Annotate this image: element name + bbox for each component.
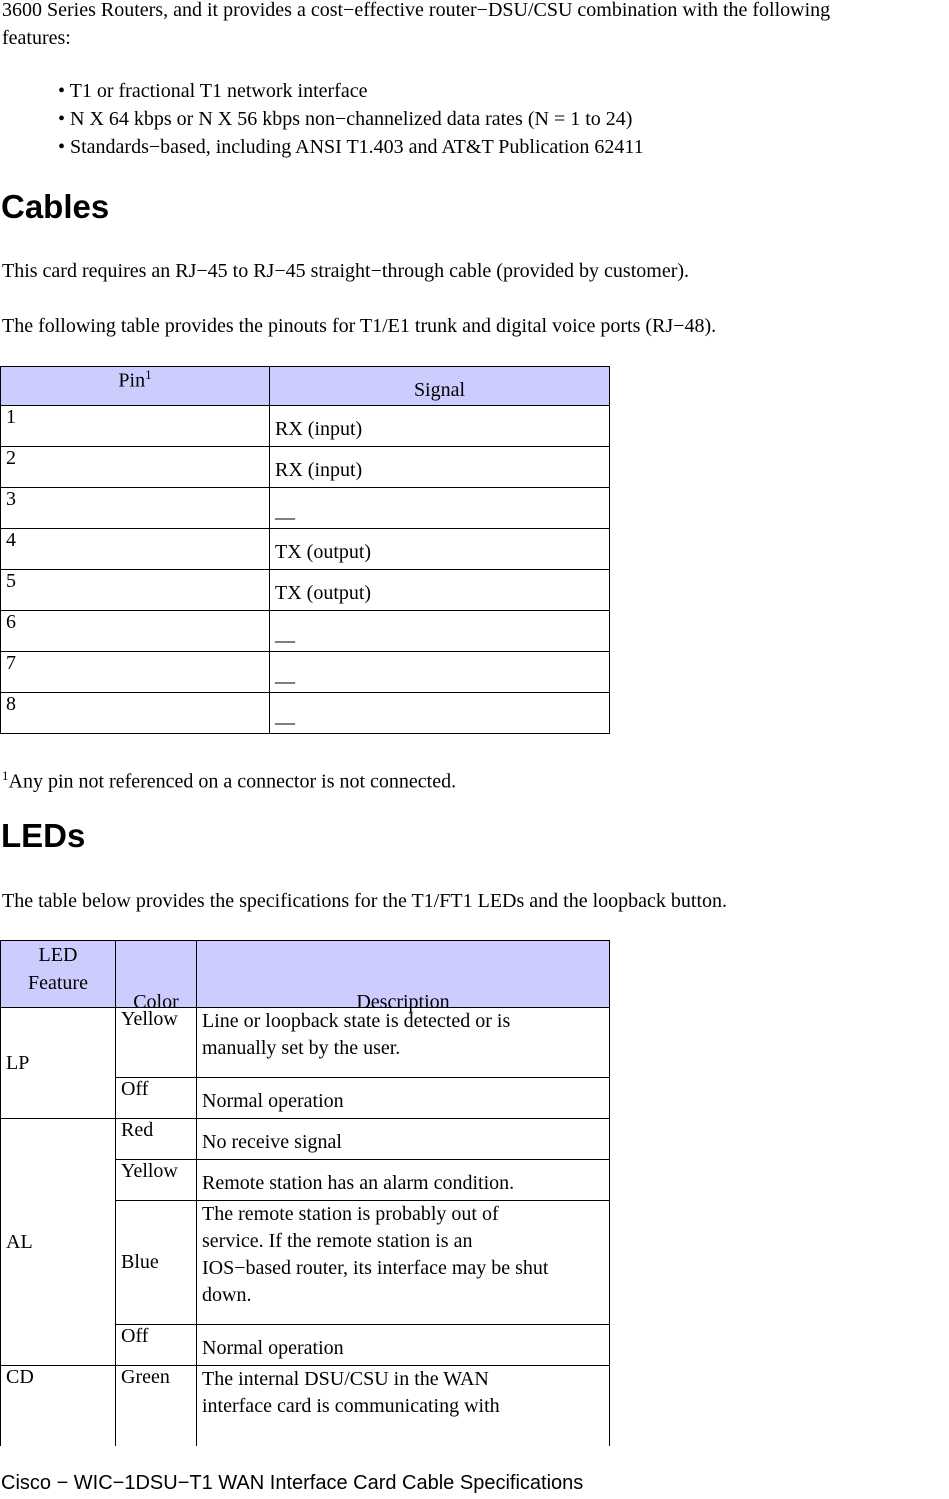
table-row: Off Normal operation <box>1 1078 610 1119</box>
pin-footnote: $^1$Any pin not referenced on a connector is not connected. <box>2 768 457 793</box>
list-item: • N X 64 kbps or N X 56 kbps non−channelized data rates (N = 1 to 24) <box>58 108 633 130</box>
cables-para-2: The following table provides the pinouts for T1/E1 trunk and digital voice ports (RJ−48). <box>2 315 717 337</box>
leds-para: The table below provides the specifications for the T1/FT1 LEDs and the loopback button. <box>2 890 728 912</box>
table-row: AL Red No receive signal <box>1 1119 610 1160</box>
led-table <box>0 940 610 1446</box>
table-row: 8 __ <box>1 693 610 734</box>
table-row: CD Green The internal DSU/CSU in the WAN interface card is communicating with <box>1 1366 610 1447</box>
color-header: Color <box>116 941 197 1008</box>
table-row: Yellow Remote station has an alarm condition. <box>1 1160 610 1201</box>
table-row: 7 __ <box>1 652 610 693</box>
leds-heading: LEDs <box>1 817 86 854</box>
intro-line-2: features: <box>2 27 71 49</box>
table-row: LP Yellow Line or loopback state is detected or is manually set by the user. <box>1 1008 610 1078</box>
table-row: 5 TX (output) <box>1 570 610 611</box>
page-footer: Cisco − WIC−1DSU−T1 WAN Interface Card Cable Specifications <box>1 1472 584 1494</box>
table-row: Off Normal operation <box>1 1325 610 1366</box>
table-row: 6 __ <box>1 611 610 652</box>
list-item: • T1 or fractional T1 network interface <box>58 80 368 102</box>
cables-heading: Cables <box>1 188 110 225</box>
description-header: Description <box>197 941 610 1008</box>
table-row: 1 RX (input) <box>1 406 610 447</box>
list-item: • Standards−based, including ANSI T1.403 and AT&T Publication 62411 <box>58 136 644 158</box>
table-row: Blue The remote station is probably out of service. If the remote station is an IOS−based router, its interface may be shut down. <box>1 1201 610 1325</box>
cables-para-1: This card requires an RJ−45 to RJ−45 straight−through cable (provided by customer). <box>2 260 690 282</box>
intro-line-1: 3600 Series Routers, and it provides a cost−effective router−DSU/CSU combination with the following <box>2 0 831 21</box>
pin-header: Pin$^1$ <box>1 367 270 406</box>
table-row: 3 __ <box>1 488 610 529</box>
table-row: 4 TX (output) <box>1 529 610 570</box>
signal-header: Signal <box>270 367 610 406</box>
table-row: 2 RX (input) <box>1 447 610 488</box>
feature-header: LED Feature <box>1 941 116 1008</box>
